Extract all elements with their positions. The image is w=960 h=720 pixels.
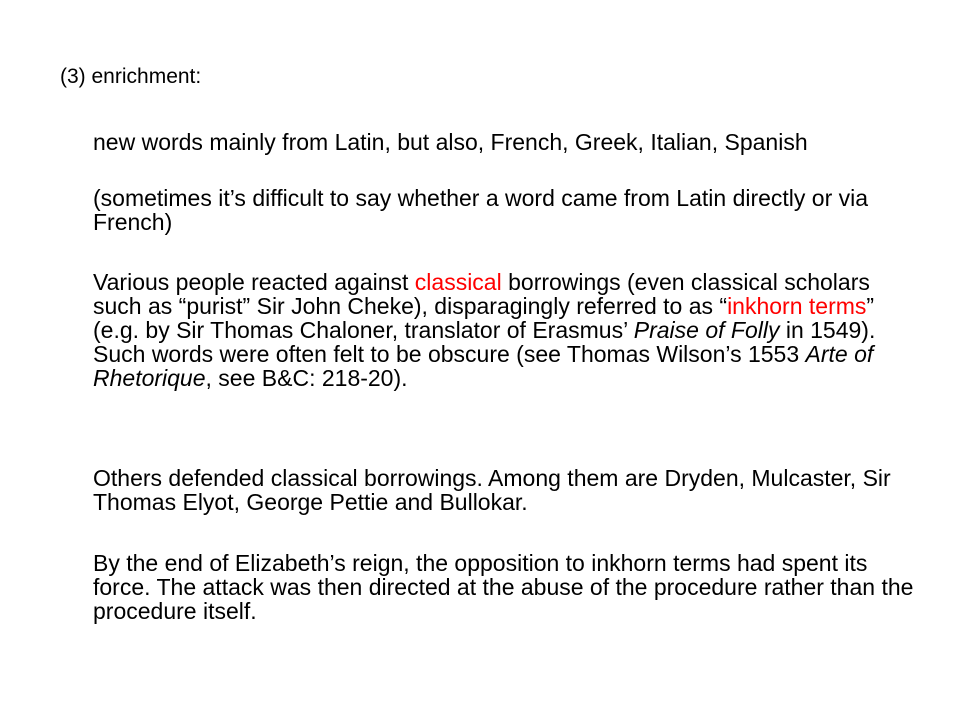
text-run: , see B&C: 218-20). xyxy=(205,365,408,391)
book-title-arte-of-rhetorique: Arte of Rhetorique xyxy=(93,341,874,391)
text-run: ” (e.g. by Sir Thomas Chaloner, translator of Erasmus’ xyxy=(93,293,875,343)
highlight-classical: classical xyxy=(414,269,502,295)
text-run: in 1549). Such words were often felt to be obscure (see Thomas Wilson’s 1553 xyxy=(93,317,876,367)
highlight-inkhorn-terms: inkhorn terms xyxy=(727,293,867,319)
paragraph-latin-or-french: (sometimes it’s difficult to say whether a word came from Latin directly or via French) xyxy=(93,185,869,235)
paragraph-defenders: Others defended classical borrowings. Among them are Dryden, Mulcaster, Sir Thomas Elyot, George Pettie and Bullokar. xyxy=(93,465,891,515)
paragraph-new-words: new words mainly from Latin, but also, French, Greek, Italian, Spanish xyxy=(93,129,808,155)
paragraph-end-of-reign: By the end of Elizabeth’s reign, the opposition to inkhorn terms had spent its force. The attack was then directed at the abuse of the procedure rather than the procedure itself. xyxy=(93,550,914,624)
text-run: borrowings (even classical scholars such as “purist” Sir John Cheke), disparagingly referred to as “ xyxy=(93,269,870,319)
slide-heading: (3) enrichment: xyxy=(60,65,202,88)
text-run: Various people reacted against xyxy=(93,269,415,295)
book-title-praise-of-folly: Praise of Folly xyxy=(633,317,780,343)
paragraph-reaction xyxy=(93,270,918,390)
